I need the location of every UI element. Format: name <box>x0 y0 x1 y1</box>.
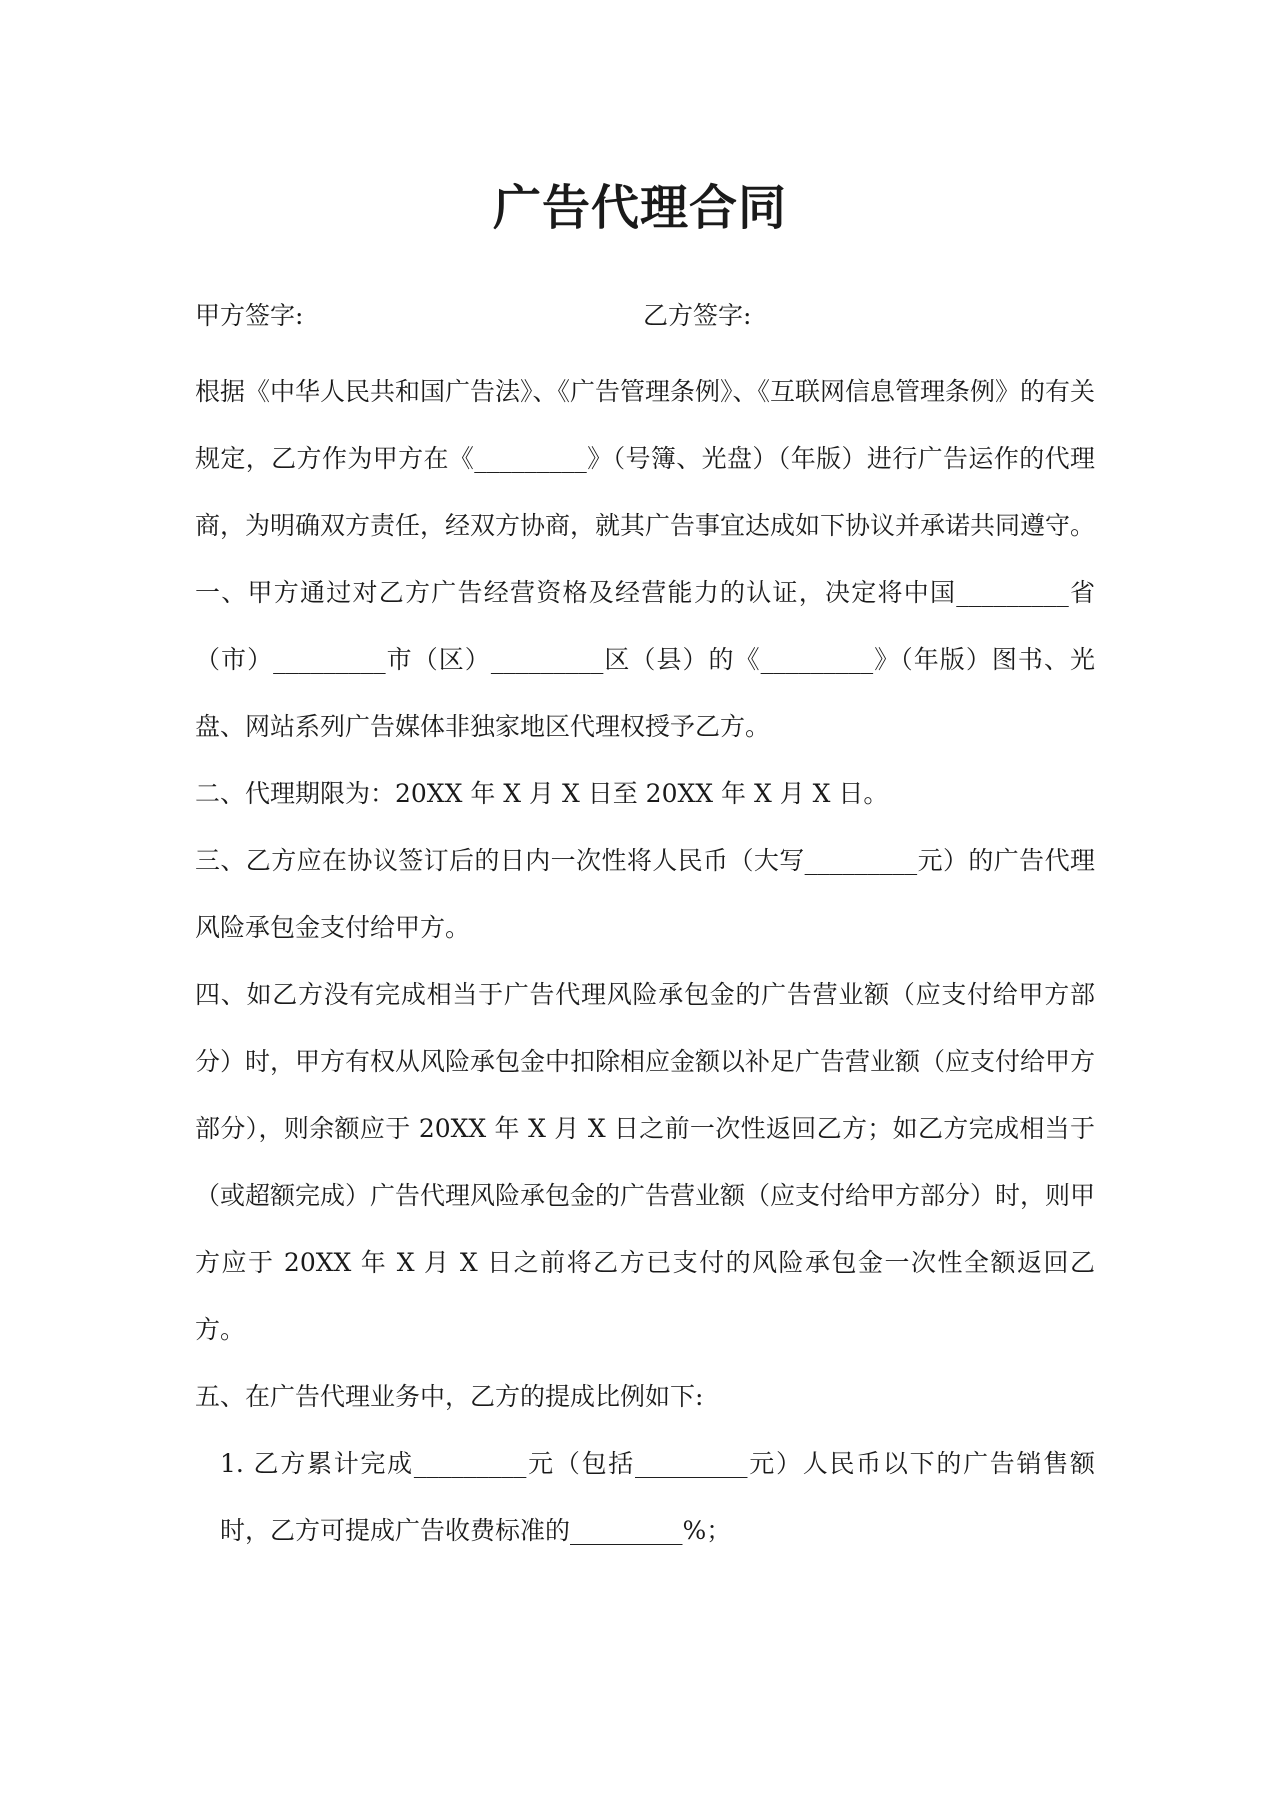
clause-5-item-1: 1. 乙方累计完成_________元（包括_________元）人民币以下的广告销售额时，乙方可提成广告收费标准的_________%； <box>220 1449 1095 1545</box>
clause-2: 二、代理期限为：20XX 年 X 月 X 日至 20XX 年 X 月 X 日。 <box>195 779 889 808</box>
party-b-signature: 乙方签字: <box>643 301 752 330</box>
clause-5: 五、在广告代理业务中，乙方的提成比例如下: <box>195 1382 704 1411</box>
clause-4: 四、如乙方没有完成相当于广告代理风险承包金的广告营业额（应支付给甲方部分）时，甲方有权从风险承包金中扣除相应金额以补足广告营业额（应支付给甲方部分），则余额应于 20XX 年 X 月 X 日之前一次性返回乙方；如乙方完成相当于（或超额完成）广告代理风险承包金的广告营业额（应支付给甲方部分）时，则甲方应于 20XX 年 X 月 X 日之前将乙方已支付的风险承包金一次性全额返回乙方。 <box>195 980 1096 1344</box>
party-a-signature: 甲方签字: <box>195 301 304 330</box>
clause-1: 一、甲方通过对乙方广告经营资格及经营能力的认证，决定将中国_________省（市）_________市（区）_________区（县）的《_________》（年版）图书、光盘、网站系列广告媒体非独家地区代理权授予乙方。 <box>195 578 1095 741</box>
preamble-paragraph: 根据《中华人民共和国广告法》、《广告管理条例》、《互联网信息管理条例》的有关规定，乙方作为甲方在《_________》（号簿、光盘）（年版）进行广告运作的代理商，为明确双方责任，经双方协商，就其广告事宜达成如下协议并承诺共同遵守。 <box>195 377 1096 540</box>
contract-body <box>195 358 1095 1564</box>
clause-3: 三、乙方应在协议签订后的日内一次性将人民币（大写_________元）的广告代理风险承包金支付给甲方。 <box>195 846 1095 942</box>
document-title: 广告代理合同 <box>492 180 787 236</box>
